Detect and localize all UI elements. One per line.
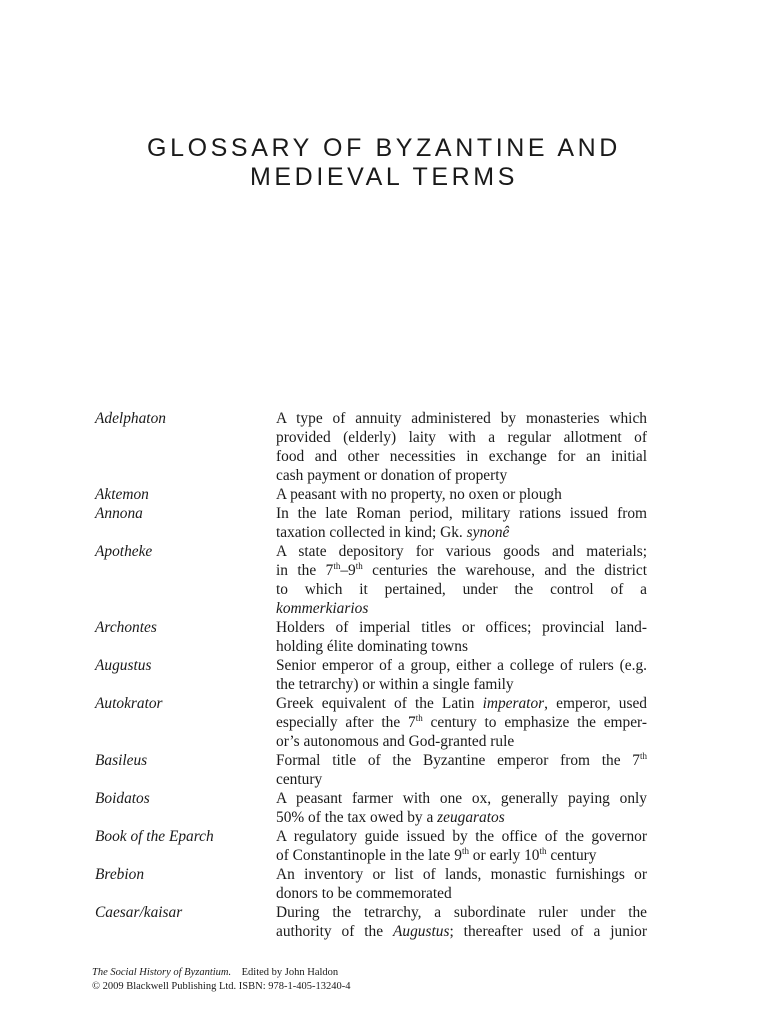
glossary-term: Book of the Eparch: [95, 828, 214, 845]
definition-line: especially after the 7th century to emphasize the emper-: [276, 713, 647, 731]
glossary-term: Brebion: [95, 866, 145, 883]
definition-line: A state depository for various goods and materials;: [276, 543, 647, 560]
title-line-1: GLOSSARY OF BYZANTINE AND: [147, 134, 621, 162]
glossary-term: Annona: [95, 505, 143, 522]
glossary-term: Augustus: [95, 657, 152, 674]
definition-line: Greek equivalent of the Latin imperator, emperor, used: [276, 695, 648, 712]
definition-line: the tetrarchy) or within a single family: [276, 676, 514, 693]
glossary-definition: [276, 903, 647, 941]
definition-line: Formal title of the Byzantine emperor from the 7th: [276, 751, 647, 769]
definition-line: food and other necessities in exchange for an initial: [276, 448, 647, 465]
definition-line: 50% of the tax owed by a zeugaratos: [276, 809, 505, 826]
glossary-entry: [95, 485, 647, 504]
glossary-entry: [95, 694, 647, 751]
definition-line: donors to be commemorated: [276, 885, 452, 902]
definition-line: century: [276, 771, 323, 788]
glossary-entry: [95, 504, 647, 542]
page-footer: [92, 966, 351, 993]
definition-line: Holders of imperial titles or offices; provincial land-: [276, 619, 647, 636]
glossary-term: Autokrator: [95, 695, 163, 712]
glossary-entry: [95, 409, 647, 485]
definition-line: or’s autonomous and God-granted rule: [276, 733, 515, 750]
glossary-definition: [276, 656, 647, 694]
glossary-term: Aktemon: [95, 486, 149, 503]
glossary-definition: [276, 827, 647, 865]
definition-line: A regulatory guide issued by the office of the governor: [276, 828, 647, 845]
glossary-term: Caesar/kaisar: [95, 904, 183, 921]
glossary-term: Archontes: [95, 619, 157, 636]
definition-line: A peasant farmer with one ox, generally paying only: [276, 790, 647, 807]
definition-line: to which it pertained, under the control of a: [276, 581, 647, 598]
glossary-entry: [95, 751, 647, 789]
glossary-term: Apotheke: [95, 543, 153, 560]
glossary-definition: [276, 694, 647, 751]
definition-line: During the tetrarchy, a subordinate ruler under the: [276, 904, 647, 921]
glossary-entry: [95, 618, 647, 656]
glossary-entry: [95, 789, 647, 827]
glossary-definition: [276, 542, 647, 618]
glossary-definition: [276, 485, 647, 504]
glossary-term: Adelphaton: [95, 410, 166, 427]
glossary-entry: [95, 865, 647, 903]
title-line-2: MEDIEVAL TERMS: [249, 163, 519, 191]
definition-line: cash payment or donation of property: [276, 467, 508, 484]
glossary-definition: [276, 789, 647, 827]
definition-line: in the 7th–9th centuries the warehouse, and the district: [276, 561, 647, 579]
footer-citation: [92, 966, 351, 980]
glossary-entry: [95, 903, 647, 941]
glossary-list: [95, 409, 647, 941]
definition-line: taxation collected in kind; Gk. synonê: [276, 524, 510, 541]
definition-line: holding élite dominating towns: [276, 638, 468, 655]
definition-line: A type of annuity administered by monasteries which: [276, 410, 647, 427]
definition-line: In the late Roman period, military rations issued from: [276, 505, 647, 522]
glossary-definition: [276, 409, 647, 485]
footer-copyright: © 2009 Blackwell Publishing Ltd. ISBN: 978-1-405-13240-4: [92, 980, 351, 992]
glossary-term: Basileus: [95, 752, 148, 769]
glossary-entry: [95, 542, 647, 618]
page-title: [0, 134, 768, 192]
definition-line: authority of the Augustus; thereafter used of a junior: [276, 923, 647, 940]
definition-line: kommerkiarios: [276, 600, 369, 617]
definition-line: Senior emperor of a group, either a college of rulers (e.g.: [276, 657, 647, 674]
glossary-entry: [95, 827, 647, 865]
glossary-entry: [95, 656, 647, 694]
definition-line: An inventory or list of lands, monastic furnishings or: [276, 866, 647, 883]
definition-line: provided (elderly) laity with a regular allotment of: [276, 429, 647, 446]
glossary-definition: [276, 865, 647, 903]
definition-line: A peasant with no property, no oxen or plough: [276, 486, 562, 503]
glossary-definition: [276, 751, 647, 789]
glossary-definition: [276, 504, 647, 542]
glossary-term: Boidatos: [95, 790, 150, 807]
footer-book-title: The Social History of Byzantium.: [92, 967, 232, 978]
glossary-definition: [276, 618, 647, 656]
definition-line: of Constantinople in the late 9th or early 10th century: [276, 846, 597, 864]
footer-editor: Edited by John Haldon: [241, 967, 339, 978]
